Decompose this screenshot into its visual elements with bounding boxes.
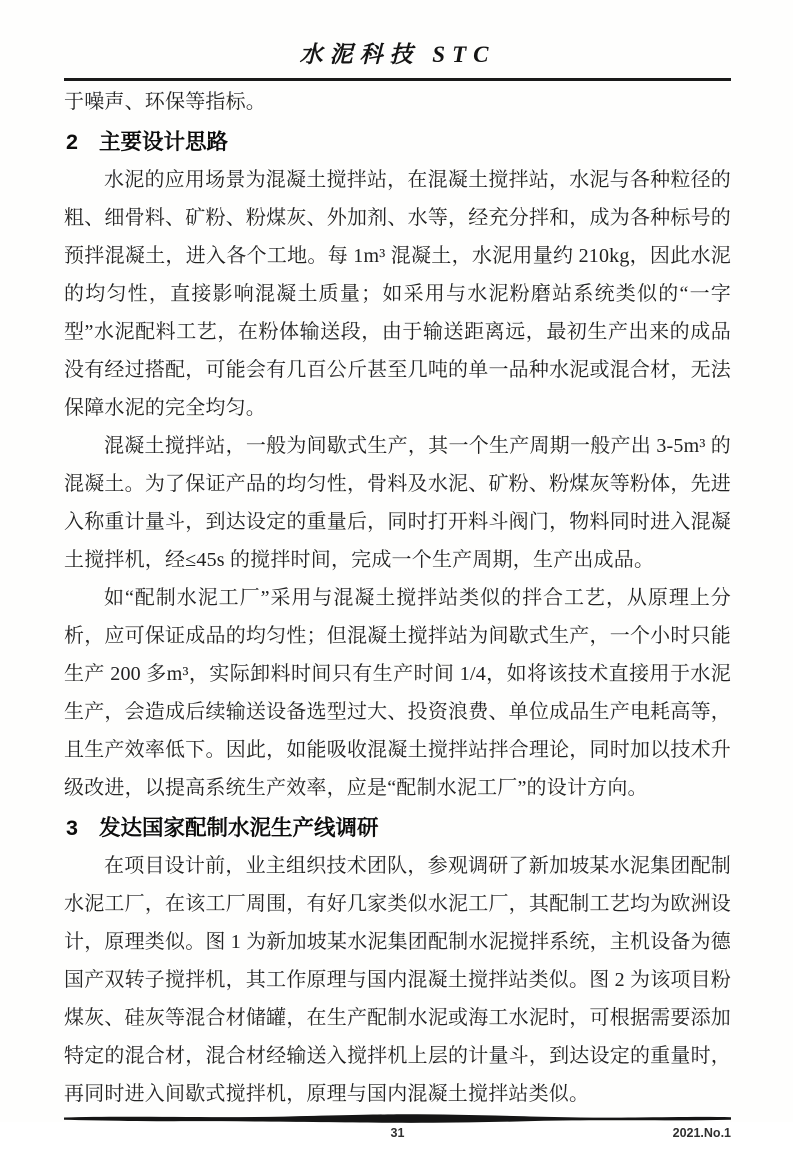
section-title: 主要设计思路 (98, 130, 228, 154)
page-footer (64, 1113, 731, 1167)
paragraph: 混凝土搅拌站，一般为间歇式生产，其一个生产周期一般产出 3-5m³ 的混凝土。为了保证产品的均匀性，骨料及水泥、矿粉、粉煤灰等粉体，先进入称重计量斗，到达设定的重量后，同时打开料斗阀门，物料同时进入混凝土搅拌机，经≤45s 的搅拌时间，完成一个生产周期，生产出成品。 (64, 435, 731, 571)
page-header (64, 40, 731, 81)
journal-title: 水泥科技 STC (299, 42, 496, 67)
section-number: 3 (66, 816, 78, 840)
section-title: 发达国家配制水泥生产线调研 (98, 816, 379, 840)
paragraph: 如“配制水泥工厂”采用与混凝土搅拌站类似的拌合工艺，从原理上分析，应可保证成品的均匀性；但混凝土搅拌站为间歇式生产，一个小时只能生产 200 多m³，实际卸料时间只有生产时间 1/4，如将该技术直接用于水泥生产，会造成后续输送设备选型过大、投资浪费、单位成品生产电耗高等，且生产效率低下。因此，如能吸收混凝土搅拌站拌合理论，同时加以技术升级改进，以提高系统生产效率，应是“配制水泥工厂”的设计方向。 (64, 587, 731, 799)
section-number: 2 (66, 130, 78, 154)
section-heading-survey (66, 812, 731, 844)
page-number: 31 (390, 1126, 405, 1140)
paragraph: 水泥的应用场景为混凝土搅拌站，在混凝土搅拌站，水泥与各种粒径的粗、细骨料、矿粉、粉煤灰、外加剂、水等，经充分拌和，成为各种标号的预拌混凝土，进入各个工地。每 1m³ 混凝土，水泥用量约 210kg，因此水泥的均匀性，直接影响混凝土质量；如采用与水泥粉磨站系统类似的“一字型”水泥配料工艺，在粉体输送段，由于输送距离远，最初生产出来的成品没有经过搭配，可能会有几百公斤甚至几吨的单一品种水泥或混合材，无法保障水泥的完全均匀。 (64, 169, 731, 419)
paragraph: 在项目设计前，业主组织技术团队，参观调研了新加坡某水泥集团配制水泥工厂，在该工厂周围，有好几家类似水泥工厂，其配制工艺均为欧洲设计，原理类似。图 1 为新加坡某水泥集团配制水泥搅拌系统，主机设备为德国产双转子搅拌机，其工作原理与国内混凝土搅拌站类似。图 2 为该项目粉煤灰、硅灰等混合材储罐，在生产配制水泥或海工水泥时，可根据需要添加特定的混合材，混合材经输送入搅拌机上层的计量斗，到达设定的重量时，再同时进入间歇式搅拌机，原理与国内混凝土搅拌站类似。 (64, 855, 731, 1105)
intro-fragment: 于噪声、环保等指标。 (64, 91, 266, 113)
footer-decorative-bar (64, 1113, 731, 1124)
section-heading-design (66, 126, 731, 158)
header-rule (64, 78, 731, 81)
issue-label: 2021.No.1 (672, 1126, 731, 1140)
footer-row (64, 1126, 731, 1143)
article-body (64, 83, 731, 1113)
